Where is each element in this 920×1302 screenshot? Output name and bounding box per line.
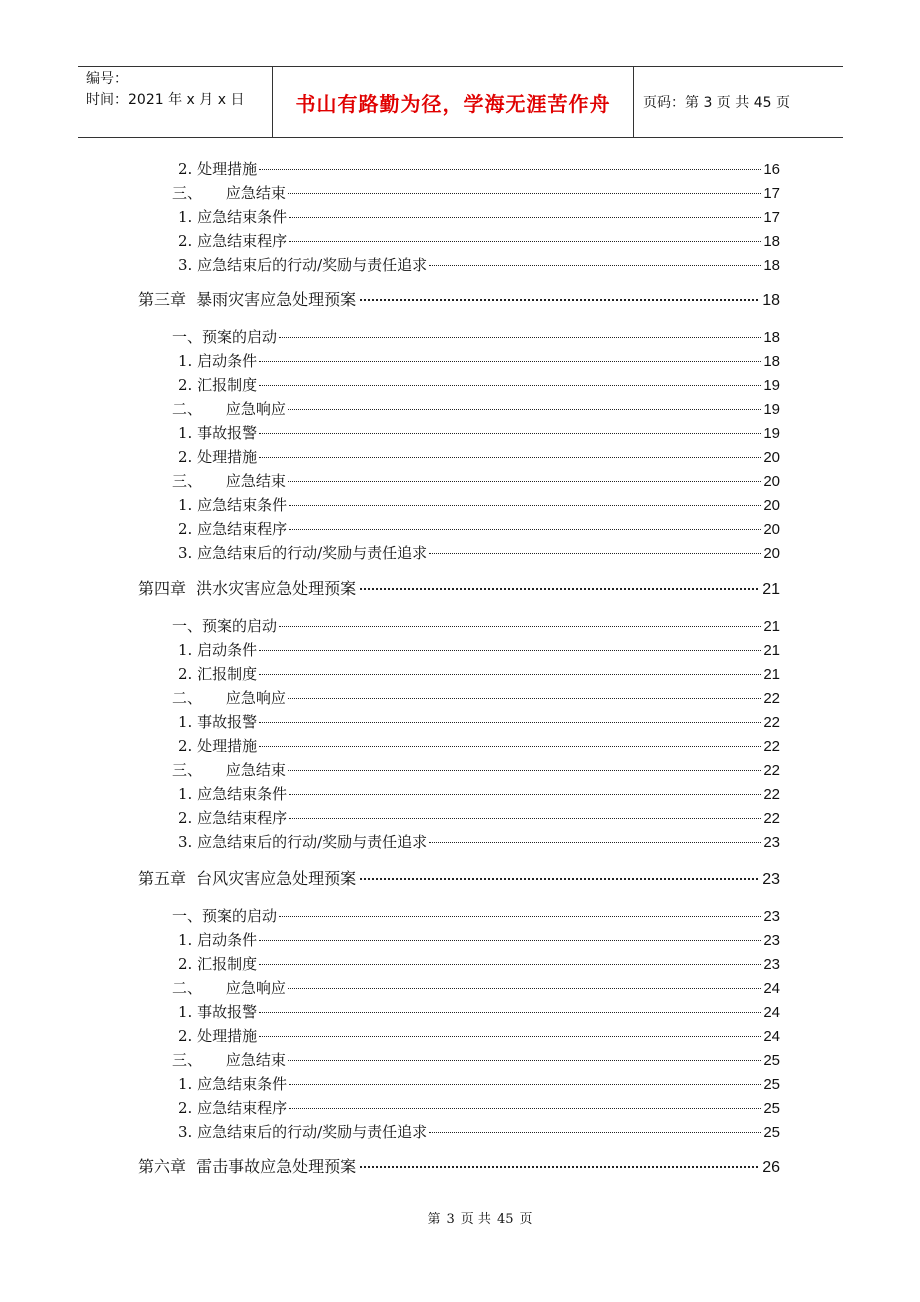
toc-entry[interactable] [178, 808, 780, 828]
toc-entry[interactable] [172, 183, 780, 203]
toc-entry-page: 22 [763, 714, 780, 731]
toc-entry[interactable] [178, 231, 780, 251]
toc-entry[interactable] [178, 159, 780, 179]
header-page-indicator: 页码：第 3 页 共 45 页 [643, 95, 790, 111]
toc-entry[interactable] [178, 954, 780, 974]
toc-dot-leader [259, 1036, 761, 1037]
toc-entry-page: 21 [763, 666, 780, 683]
toc-dot-leader [429, 1132, 761, 1133]
toc-entry[interactable] [178, 375, 780, 395]
toc-entry[interactable] [172, 760, 780, 780]
toc-entry-title: 2. 应急结束程序 [178, 520, 288, 538]
toc-dot-leader [279, 916, 761, 917]
toc-entry-title: 二、 应急响应 [172, 689, 286, 707]
toc-entry-page: 23 [763, 908, 780, 925]
toc-entry-title: 1. 事故报警 [178, 1003, 258, 1021]
toc-entry[interactable] [178, 1002, 780, 1022]
toc-entry[interactable] [172, 1050, 780, 1070]
toc-dot-leader [360, 878, 758, 880]
toc-entry-page: 21 [763, 642, 780, 659]
document-date-label: 时间：2021 年 x 月 x 日 [86, 92, 245, 108]
toc-entry-page: 18 [763, 329, 780, 346]
toc-entry-title: 二、 应急响应 [172, 979, 286, 997]
toc-entry[interactable] [178, 784, 780, 804]
toc-dot-leader [429, 553, 761, 554]
toc-entry-page: 19 [763, 401, 780, 418]
toc-entry[interactable] [178, 1026, 780, 1046]
toc-entry-title: 第六章 雷击事故应急处理预案 [138, 1157, 357, 1176]
toc-entry-title: 1. 事故报警 [178, 424, 258, 442]
toc-dot-leader [289, 818, 761, 819]
toc-dot-leader [360, 588, 758, 590]
toc-entry-title: 1. 应急结束条件 [178, 496, 288, 514]
toc-entry[interactable] [178, 1122, 780, 1142]
toc-chapter-entry[interactable] [138, 1156, 780, 1178]
toc-chapter-entry[interactable] [138, 289, 780, 311]
toc-entry-title: 1. 应急结束条件 [178, 208, 288, 226]
toc-dot-leader [259, 169, 761, 170]
toc-entry-title: 一、预案的启动 [172, 907, 278, 925]
toc-entry-page: 17 [763, 209, 780, 226]
toc-entry-page: 23 [763, 956, 780, 973]
toc-entry[interactable] [178, 736, 780, 756]
toc-dot-leader [289, 241, 761, 242]
toc-entry[interactable] [178, 207, 780, 227]
toc-entry-page: 24 [763, 1028, 780, 1045]
toc-dot-leader [259, 650, 761, 651]
toc-entry[interactable] [178, 255, 780, 275]
toc-entry-page: 26 [762, 1159, 780, 1176]
toc-chapter-entry[interactable] [138, 578, 780, 600]
toc-entry[interactable] [178, 832, 780, 852]
toc-dot-leader [259, 385, 761, 386]
toc-chapter-entry[interactable] [138, 868, 780, 890]
toc-dot-leader [289, 505, 761, 506]
toc-entry-title: 3. 应急结束后的行动/奖励与责任追求 [178, 1123, 428, 1141]
toc-dot-leader [288, 988, 761, 989]
document-number-label: 编号： [86, 71, 128, 87]
toc-entry-title: 2. 处理措施 [178, 1027, 258, 1045]
toc-dot-leader [259, 746, 761, 747]
toc-entry-title: 1. 启动条件 [178, 931, 258, 949]
toc-entry-title: 2. 应急结束程序 [178, 809, 288, 827]
toc-entry-title: 一、预案的启动 [172, 617, 278, 635]
toc-entry-title: 2. 汇报制度 [178, 665, 258, 683]
toc-dot-leader [259, 433, 761, 434]
toc-entry-title: 2. 应急结束程序 [178, 232, 288, 250]
toc-entry-page: 22 [763, 762, 780, 779]
toc-dot-leader [289, 217, 761, 218]
toc-entry-title: 2. 处理措施 [178, 448, 258, 466]
toc-entry[interactable] [172, 616, 780, 636]
toc-entry-page: 16 [763, 161, 780, 178]
toc-entry-title: 第五章 台风灾害应急处理预案 [138, 869, 357, 888]
toc-dot-leader [279, 337, 761, 338]
toc-dot-leader [259, 1012, 761, 1013]
toc-dot-leader [288, 698, 761, 699]
toc-entry-page: 23 [763, 932, 780, 949]
toc-entry-title: 三、 应急结束 [172, 761, 286, 779]
toc-entry[interactable] [172, 327, 780, 347]
toc-entry-title: 三、 应急结束 [172, 472, 286, 490]
toc-entry-title: 2. 应急结束程序 [178, 1099, 288, 1117]
toc-dot-leader [289, 1108, 761, 1109]
toc-entry-page: 22 [763, 738, 780, 755]
toc-entry-page: 20 [763, 449, 780, 466]
toc-entry-title: 3. 应急结束后的行动/奖励与责任追求 [178, 256, 428, 274]
toc-entry-title: 2. 处理措施 [178, 160, 258, 178]
toc-entry[interactable] [178, 423, 780, 443]
toc-entry-page: 23 [763, 834, 780, 851]
toc-entry-title: 1. 启动条件 [178, 352, 258, 370]
toc-dot-leader [288, 770, 761, 771]
toc-entry[interactable] [178, 640, 780, 660]
toc-entry-page: 25 [763, 1124, 780, 1141]
toc-entry[interactable] [178, 519, 780, 539]
toc-entry-title: 2. 汇报制度 [178, 376, 258, 394]
toc-dot-leader [360, 299, 758, 301]
toc-entry[interactable] [178, 543, 780, 563]
toc-dot-leader [429, 842, 761, 843]
toc-dot-leader [288, 193, 761, 194]
toc-dot-leader [259, 457, 761, 458]
toc-dot-leader [429, 265, 761, 266]
toc-entry-page: 20 [763, 473, 780, 490]
toc-entry-page: 21 [763, 618, 780, 635]
toc-entry-title: 第四章 洪水灾害应急处理预案 [138, 579, 357, 598]
toc-entry-page: 18 [762, 292, 780, 309]
toc-entry-title: 2. 处理措施 [178, 737, 258, 755]
header-motto: 书山有路勤为径，学海无涯苦作舟 [295, 91, 611, 116]
toc-entry-title: 一、预案的启动 [172, 328, 278, 346]
footer-total-pages: 45 [496, 1212, 514, 1227]
toc-entry-title: 1. 事故报警 [178, 713, 258, 731]
toc-entry[interactable] [178, 664, 780, 684]
toc-entry[interactable] [178, 447, 780, 467]
toc-entry-page: 25 [763, 1052, 780, 1069]
footer-prefix: 第 [427, 1212, 441, 1227]
toc-dot-leader [259, 940, 761, 941]
toc-entry[interactable] [178, 351, 780, 371]
toc-entry-page: 25 [763, 1076, 780, 1093]
toc-entry-page: 19 [763, 377, 780, 394]
toc-entry-title: 二、 应急响应 [172, 400, 286, 418]
toc-entry-page: 18 [763, 257, 780, 274]
toc-entry-page: 20 [763, 497, 780, 514]
toc-dot-leader [279, 626, 761, 627]
toc-dot-leader [259, 361, 761, 362]
toc-entry[interactable] [178, 712, 780, 732]
footer-page-number: 3 [446, 1212, 455, 1227]
toc-dot-leader [259, 674, 761, 675]
page-footer [0, 1208, 920, 1227]
toc-entry-title: 第三章 暴雨灾害应急处理预案 [138, 290, 357, 309]
toc-entry-page: 20 [763, 545, 780, 562]
toc-entry-page: 25 [763, 1100, 780, 1117]
toc-entry-page: 23 [762, 871, 780, 888]
toc-dot-leader [288, 409, 761, 410]
toc-entry-title: 1. 应急结束条件 [178, 785, 288, 803]
toc-entry[interactable] [178, 495, 780, 515]
toc-entry-title: 1. 启动条件 [178, 641, 258, 659]
toc-dot-leader [360, 1166, 758, 1168]
toc-entry-title: 2. 汇报制度 [178, 955, 258, 973]
toc-dot-leader [259, 964, 761, 965]
toc-entry-page: 22 [763, 786, 780, 803]
toc-entry[interactable] [178, 930, 780, 950]
toc-entry[interactable] [172, 688, 780, 708]
toc-entry-title: 三、 应急结束 [172, 1051, 286, 1069]
toc-entry-title: 3. 应急结束后的行动/奖励与责任追求 [178, 544, 428, 562]
toc-entry-page: 19 [763, 425, 780, 442]
toc-entry-page: 24 [763, 980, 780, 997]
toc-dot-leader [289, 794, 761, 795]
footer-suffix: 页 [519, 1212, 533, 1227]
toc-dot-leader [289, 529, 761, 530]
toc-entry-page: 18 [763, 233, 780, 250]
toc-entry-title: 三、 应急结束 [172, 184, 286, 202]
toc-entry-title: 3. 应急结束后的行动/奖励与责任追求 [178, 833, 428, 851]
toc-entry[interactable] [178, 1098, 780, 1118]
toc-dot-leader [259, 722, 761, 723]
toc-entry[interactable] [178, 1074, 780, 1094]
footer-middle: 页 共 [460, 1212, 491, 1227]
toc-entry-title: 1. 应急结束条件 [178, 1075, 288, 1093]
toc-dot-leader [288, 481, 761, 482]
toc-entry[interactable] [172, 978, 780, 998]
toc-entry-page: 18 [763, 353, 780, 370]
toc-entry[interactable] [172, 906, 780, 926]
toc-entry[interactable] [172, 471, 780, 491]
toc-entry-page: 21 [762, 581, 780, 598]
toc-dot-leader [289, 1084, 761, 1085]
toc-entry-page: 17 [763, 185, 780, 202]
toc-entry-page: 24 [763, 1004, 780, 1021]
toc-entry-page: 22 [763, 810, 780, 827]
toc-entry-page: 22 [763, 690, 780, 707]
toc-dot-leader [288, 1060, 761, 1061]
toc-entry[interactable] [172, 399, 780, 419]
toc-entry-page: 20 [763, 521, 780, 538]
